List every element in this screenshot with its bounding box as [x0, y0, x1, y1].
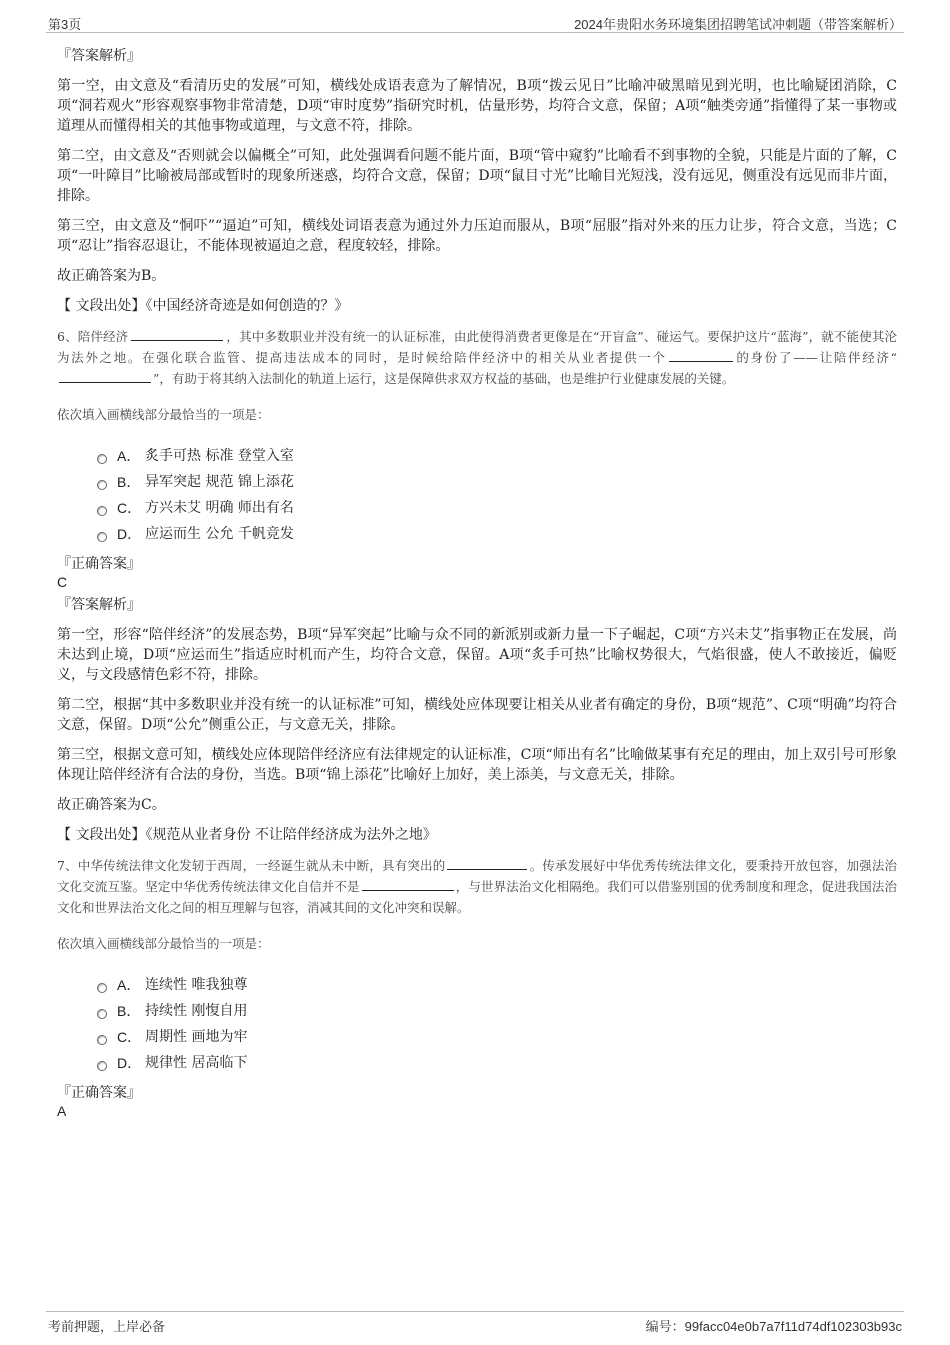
radio-button[interactable] [97, 1009, 107, 1019]
radio-button[interactable] [97, 506, 107, 516]
option-c[interactable]: C． 周期性 画地为牢 [97, 1024, 897, 1050]
question-7 [57, 855, 897, 1120]
page-header [46, 12, 904, 33]
question-7-number: 7、 [57, 858, 78, 873]
analysis-paragraph-3: 第三空，由文意及“恫吓”“逼迫”可知，横线处词语表意为通过外力压迫而服从，B项“屈服”指对外来的压力让步，符合文意，当选；C项“忍让”指容忍退让，不能体现被逼迫之意，程度较轻，排除。 [57, 218, 897, 254]
question-6-number: 6、 [57, 329, 78, 344]
fill-blank-1 [131, 327, 223, 341]
fill-blank-1 [447, 856, 527, 870]
question-6-prompt: 依次填入画横线部分最恰当的一项是： [57, 407, 270, 422]
radio-button[interactable] [97, 454, 107, 464]
page-content [57, 46, 897, 1124]
radio-button[interactable] [97, 480, 107, 490]
analysis-conclusion: 故正确答案为C。 [57, 797, 166, 813]
correct-answer-label: 『正确答案』 [57, 1085, 141, 1101]
option-c[interactable]: C． 方兴未艾 明确 师出有名 [97, 495, 897, 521]
fill-blank-3 [59, 369, 151, 383]
correct-answer-label: 『正确答案』 [57, 556, 141, 572]
radio-button[interactable] [97, 1061, 107, 1071]
correct-answer-value: A [57, 1103, 67, 1119]
page-footer [46, 1311, 904, 1336]
document-id: 编号：99facc04e0b7a7f11d74df102303b93c [645, 1319, 902, 1334]
question-7-stem: 7、中华传统法律文化发轫于西周，一经诞生就从未中断，具有突出的 。传承发展好中华优秀传统法律文化，要秉持开放包容，加强法治文化交流互鉴。坚定中华优秀传统法律文化自信并不是 ，与世界法治文化相隔绝。我们可以借鉴别国的优秀制度和理念，促进我国法治文化和世界法治文化之间的相互理解与包容，消减其间的文化冲突和误解。 [57, 858, 897, 915]
correct-answer-value: C [57, 574, 68, 590]
radio-button[interactable] [97, 1035, 107, 1045]
previous-question-analysis [57, 46, 897, 316]
fill-blank-2 [669, 348, 733, 362]
document-title: 2024年贵阳水务环境集团招聘笔试冲刺题（带答案解析） [574, 17, 902, 32]
page-number: 第3页 [48, 17, 82, 32]
question-6 [57, 326, 897, 845]
option-b[interactable]: B． 持续性 刚愎自用 [97, 998, 897, 1024]
analysis-paragraph-1: 第一空，由文意及“看清历史的发展”可知，横线处成语表意为了解情况，B项“拨云见日”比喻冲破黑暗见到光明，也比喻疑团消除，C项“洞若观火”形容观察事物非常清楚，D项“审时度势”指研究时机，估量形势，均符合文意，保留；A项“触类旁通”指懂得了某一事物或道理从而懂得相关的其他事物或道理，与文意不符，排除。 [57, 78, 897, 134]
analysis-label: 『答案解析』 [57, 597, 141, 613]
option-a[interactable]: A． 连续性 唯我独尊 [97, 972, 897, 998]
question-7-options [97, 972, 897, 1076]
option-d[interactable]: D． 规律性 居高临下 [97, 1050, 897, 1076]
option-b[interactable]: B． 异军突起 规范 锦上添花 [97, 469, 897, 495]
analysis-paragraph-2: 第二空，由文意及“否则就会以偏概全”可知，此处强调看问题不能片面，B项“管中窥豹”比喻看不到事物的全貌，只能是片面的了解，C项“一叶障目”比喻被局部或暂时的现象所迷惑，均符合文意，保留；D项“鼠目寸光”比喻目光短浅，没有远见，侧重没有远见而非片面，排除。 [57, 148, 897, 204]
question-7-prompt: 依次填入画横线部分最恰当的一项是： [57, 936, 270, 951]
footer-slogan: 考前押题，上岸必备 [48, 1319, 166, 1334]
analysis-label: 『答案解析』 [57, 48, 141, 64]
question-6-options [97, 443, 897, 547]
option-a[interactable]: A． 炙手可热 标准 登堂入室 [97, 443, 897, 469]
radio-button[interactable] [97, 983, 107, 993]
analysis-conclusion: 故正确答案为B。 [57, 268, 166, 284]
option-d[interactable]: D． 应运而生 公允 千帆竞发 [97, 521, 897, 547]
passage-source: 【 文段出处】《规范从业者身份 不让陪伴经济成为法外之地》 [57, 827, 437, 843]
fill-blank-2 [362, 877, 454, 891]
analysis-paragraph-3: 第三空，根据文意可知，横线处应体现陪伴经济应有法律规定的认证标准，C项“师出有名”比喻做某事有充足的理由，加上双引号可形象体现让陪伴经济有合法的身份，当选。B项“锦上添花”比喻好上加好，美上添美，与文意无关，排除。 [57, 747, 897, 783]
analysis-paragraph-1: 第一空，形容“陪伴经济”的发展态势，B项“异军突起”比喻与众不同的新派别或新力量一下子崛起，C项“方兴未艾”指事物正在发展，尚未达到止境，D项“应运而生”指适应时机而产生，均符合文意，保留。A项“炙手可热”比喻权势很大，气焰很盛，使人不敢接近，偏贬义，与文段感情色彩不符，排除。 [57, 627, 897, 683]
radio-button[interactable] [97, 532, 107, 542]
passage-source: 【 文段出处】《中国经济奇迹是如何创造的？》 [57, 298, 349, 314]
question-6-stem: 6、陪伴经济 ，其中多数职业并没有统一的认证标准，由此使得消费者更像是在“开盲盒”、碰运气。要保护这片“蓝海”，就不能使其沦为法外之地。在强化联合监管、提高违法成本的同时，是时候给陪伴经济中的相关从业者提供一个 的身份了——让陪伴经济“”，有助于将其纳入法制化的轨道上运行，这是保障供求双方权益的基础，也是维护行业健康发展的关键。 [57, 329, 897, 386]
analysis-paragraph-2: 第二空，根据“其中多数职业并没有统一的认证标准”可知，横线处应体现要让相关从业者有确定的身份，B项“规范”、C项“明确”均符合文意，保留。D项“公允”侧重公正，与文意无关，排除。 [57, 697, 897, 733]
